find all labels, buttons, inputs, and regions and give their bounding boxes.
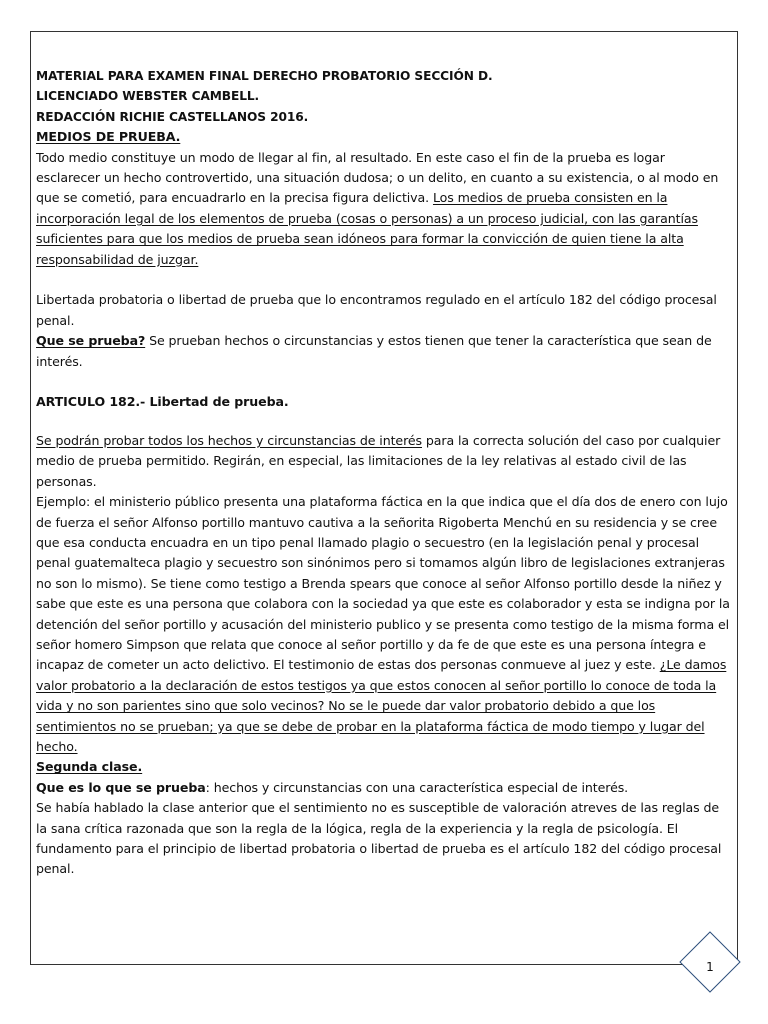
second-class-question-colon: : [205, 779, 210, 795]
page-number-badge [678, 930, 742, 994]
example-text: Ejemplo: el ministerio público presenta una plataforma fáctica en la que indica que el día dos de enero con lujo de fuerza el señor Alfonso portillo mantuvo cautiva a la señorita Rigoberta Menchú en su residencia y se cree que esa conducta encuadra en un tipo penal llamado plagio o secuestro (en la legislación penal y procesal penal guatemalteca plagio y secuestro son sinónimos pero si tomamos algún libro de legislaciones extranjeras no son lo mismo). Se tiene como testigo a Brenda spears que conoce al señor Alfonso portillo desde la niñez y sabe que este es una persona que colabora con la sociedad ya que este es colaborador y esta se indigna por la detención del señor portillo y acusación del ministerio publico y se presenta como testigo de la misma forma el señor homero Simpson que relata que conoce al señor portillo y da fe de que este es una persona íntegra e incapaz de cometer un acto delictivo. El testimonio de estas dos personas conmueve al juez y este. [36, 494, 730, 673]
article-text: para la correcta solución del caso por cualquier medio de prueba permitido. Regirán, en especial, las limitaciones de la ley relativas al estado civil de las personas. [36, 432, 721, 489]
spacer [36, 413, 732, 431]
article-title: ARTICULO 182.- Libertad de prueba. [36, 394, 289, 410]
intro-text: Todo medio constituye un modo de llegar al fin, al resultado. En este caso el fin de la prueba es logar esclarecer un hecho controvertido, una situación dudosa; o un delito, en cuanto a su existencia, o al modo en que se cometió, para encuadrarlo en la precisa figura delictiva. [36, 149, 719, 206]
libertad-paragraph: Libertada probatoria o libertad de prueba que lo encontramos regulado en el artículo 182 del código procesal penal. [36, 292, 717, 328]
second-class-question-label: Que es lo que se prueba [36, 779, 206, 795]
question-paragraph [36, 331, 732, 372]
second-class-paragraph: Se había hablado la clase anterior que el sentimiento no es susceptible de valoración atreves de las reglas de la sana crítica razonada que son la regla de la lógica, regla de la experiencia y la regla de psicología. El fundamento para el principio de libertad probatoria o libertad de prueba es el artículo 182 del código procesal penal. [36, 800, 722, 877]
example-paragraph [36, 492, 732, 757]
spacer [36, 372, 732, 392]
document-body [36, 66, 732, 880]
section-title-medios-de-prueba: MEDIOS DE PRUEBA. [36, 129, 181, 145]
second-class-question-answer: hechos y circunstancias con una característica especial de interés. [209, 779, 629, 795]
header-course-title: MATERIAL PARA EXAMEN FINAL DERECHO PROBATORIO SECCIÓN D. [36, 69, 493, 83]
question-answer: Se prueban hechos o circunstancias y estos tienen que tener la característica que sean de interés. [36, 333, 712, 369]
intro-paragraph [36, 148, 732, 270]
header-professor: LICENCIADO WEBSTER CAMBELL. [36, 89, 260, 104]
page-number: 1 [706, 960, 714, 974]
article-paragraph [36, 431, 732, 492]
spacer [36, 270, 732, 290]
header-author: REDACCIÓN RICHIE CASTELLANOS 2016. [36, 109, 309, 124]
intro-definition: Los medios de prueba consisten en la incorporación legal de los elementos de prueba (cosas o personas) a un proceso judicial, con las garantías suficientes para que los medios de prueba sean idóneos para formar la convicción de quien tiene la alta responsabilidad de juzgar. [36, 190, 698, 267]
example-conclusion: ¿Le damos valor probatorio a la declaración de estos testigos ya que estos conocen al señor portillo lo conoce de toda la vida y no son parientes sino que solo vecinos? No se le puede dar valor probatorio debido a que los sentimientos no se prueban; ya que se debe de probar en la plataforma fáctica de modo tiempo y lugar del hecho. [36, 657, 727, 754]
question-label: Que se prueba? [36, 333, 146, 349]
second-class-question [36, 778, 732, 798]
second-class-title: Segunda clase. [36, 759, 143, 775]
article-underlined-text: Se podrán probar todos los hechos y circunstancias de interés [36, 432, 422, 448]
